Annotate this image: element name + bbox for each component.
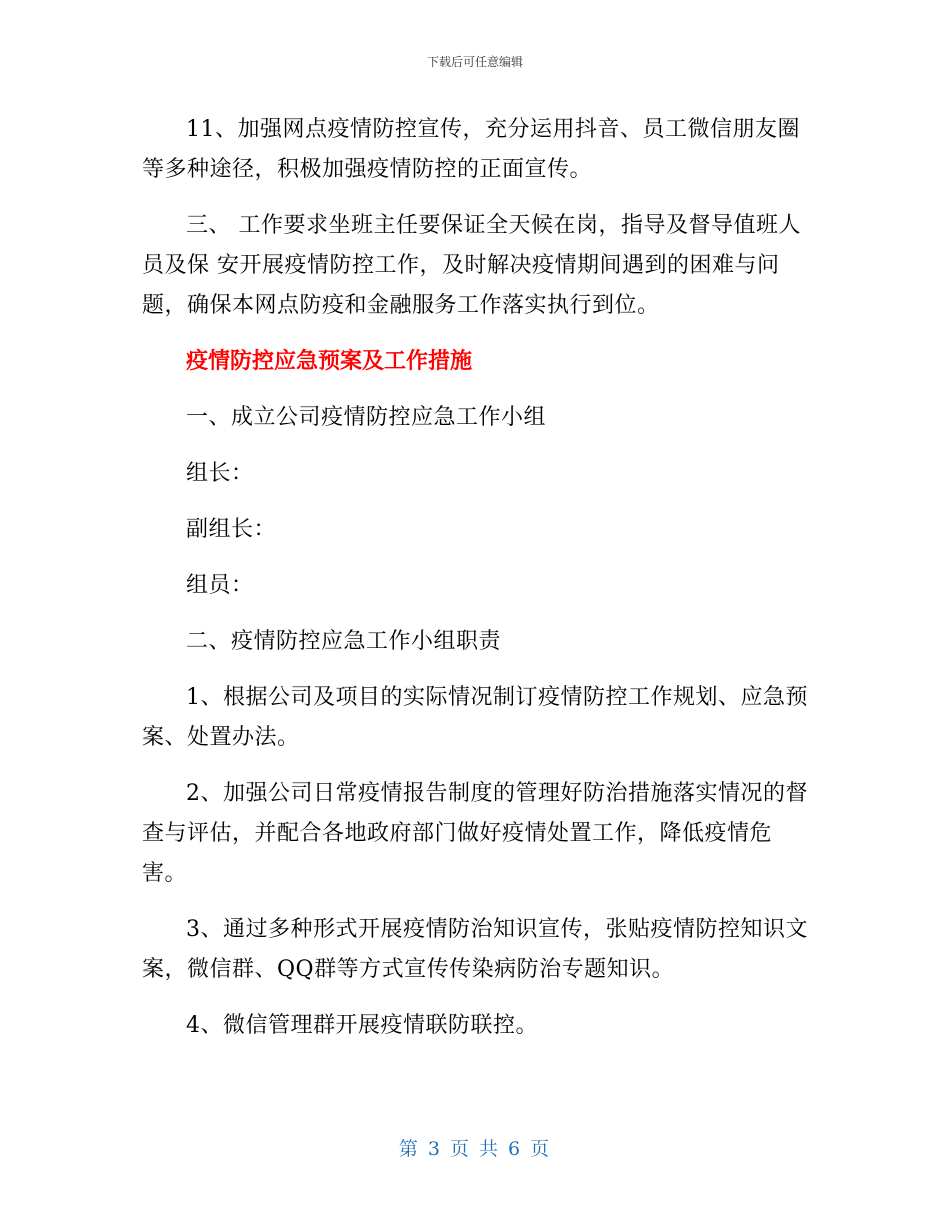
section-item-members: 组员： (186, 573, 254, 598)
section-item-establish-group: 一、成立公司疫情防控应急工作小组 (186, 405, 547, 430)
section-item-leader: 组长： (186, 461, 254, 486)
page-number-footer: 第 3 页 共 6 页 (398, 1138, 552, 1160)
document-body (142, 110, 808, 1062)
paragraph-work-requirements: 三、 工作要求坐班主任要保证全天候在岗，指导及督导值班人员及保 安开展疫情防控工作，及时解决疫情期间遇到的困难与问题，确保本网点防疫和金融服务工作落实执行到位。 (142, 213, 801, 318)
page-header: 下载后可任意编辑 (426, 55, 523, 69)
section-item-4: 4、微信管理群开展疫情联防联控。 (186, 1013, 538, 1038)
section-item-3: 3、通过多种形式开展疫情防治知识宣传，张贴疫情防控知识文案，微信群、QQ群等方式宣传传染病防治专题知识。 (142, 917, 808, 982)
section-item-1: 1、根据公司及项目的实际情况制订疫情防控工作规划、应急预案、处置办法。 (142, 685, 808, 750)
section-item-responsibilities: 二、疫情防控应急工作小组职责 (186, 629, 502, 654)
section-item-deputy-leader: 副组长： (186, 517, 277, 542)
paragraph-item-11: 11、加强网点疫情防控宣传，充分运用抖音、员工微信朋友圈等多种途径，积极加强疫情防控的正面宣传。 (142, 117, 800, 182)
section-title: 疫情防控应急预案及工作措施 (186, 349, 473, 374)
section-item-2: 2、加强公司日常疫情报告制度的管理好防治措施落实情况的督查与评估，并配合各地政府部门做好疫情处置工作，降低疫情危害。 (142, 781, 808, 886)
